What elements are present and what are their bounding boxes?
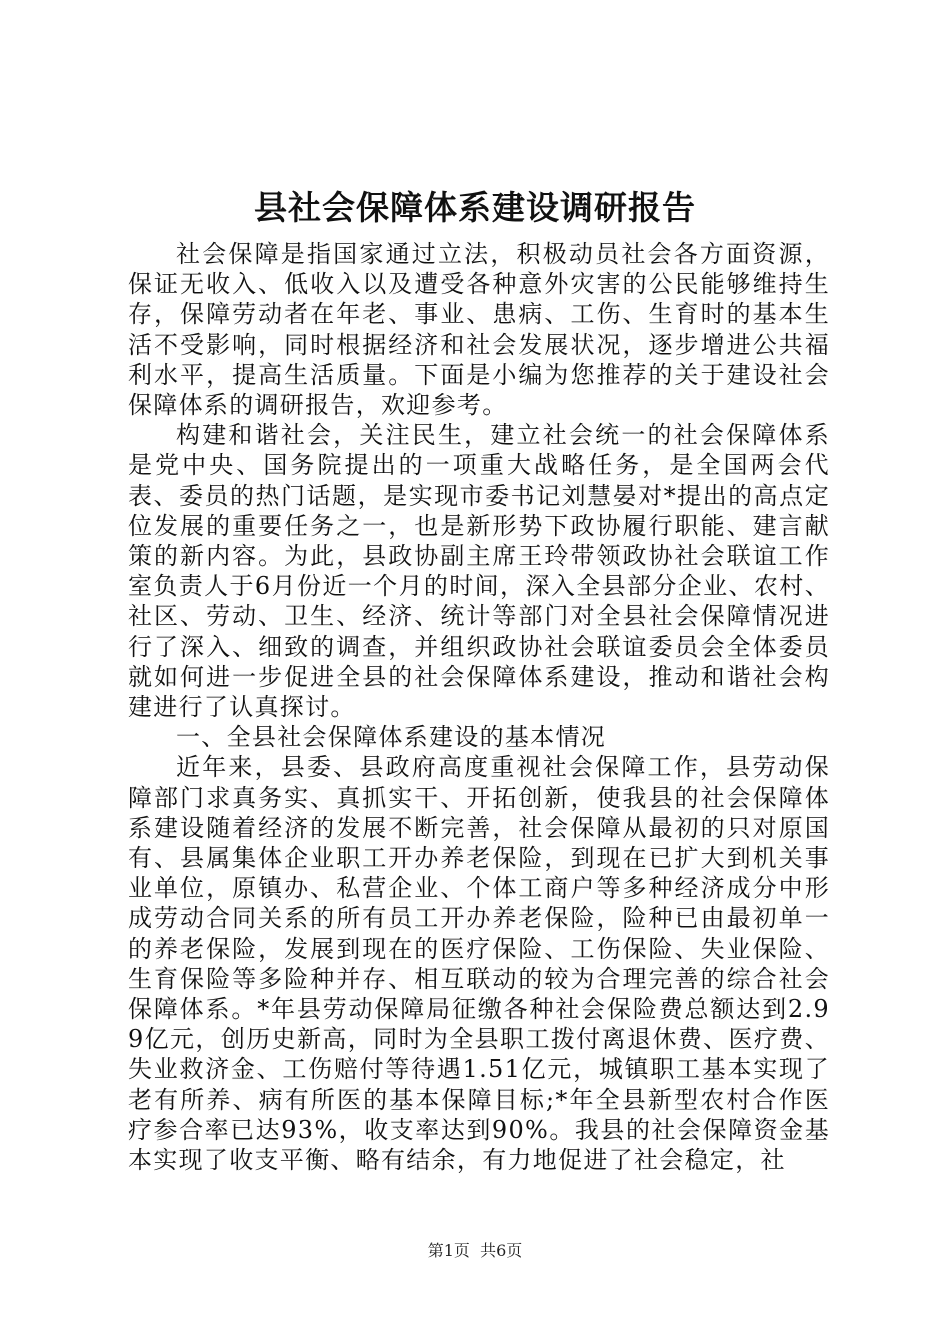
situation-paragraph: 近年来，县委、县政府高度重视社会保障工作，县劳动保障部门求真务实、真抓实干、开拓创新，使我县的社会保障体系建设随着经济的发展不断完善，社会保障从最初的只对原国有、县属集体企业职工开办养老保险，到现在已扩大到机关事业单位，原镇办、私营企业、个体工商户等多种经济成分中形成劳动合同关系的所有员工开办养老保险，险种已由最初单一的养老保险，发展到现在的医疗保险、工伤保险、失业保险、生育保险等多险种并存、相互联动的较为合理完善的综合社会保障体系。*年县劳动保障局征缴各种社会保险费总额达到2.99亿元，创历史新高，同时为全县职工拨付离退休费、医疗费、失业救济金、工伤赔付等待遇1.51亿元，城镇职工基本实现了老有所养、病有所医的基本保障目标;*年全县新型农村合作医疗参合率已达93%，收支率达到90%。我县的社会保障资金基本实现了收支平衡、略有结余，有力地促进了社会稳定，社: [128, 753, 830, 1175]
background-paragraph: 构建和谐社会，关注民生，建立社会统一的社会保障体系是党中央、国务院提出的一项重大战略任务，是全国两会代表、委员的热门话题，是实现市委书记刘慧晏对*提出的高点定位发展的重要任务之一，也是新形势下政协履行职能、建言献策的新内容。为此，县政协副主席王玲带领政协社会联谊工作室负责人于6月份近一个月的时间，深入全县部分企业、农村、社区、劳动、卫生、经济、统计等部门对全县社会保障情况进行了深入、细致的调查，并组织政协社会联谊委员会全体委员就如何进一步促进全县的社会保障体系建设，推动和谐社会构建进行了认真探讨。: [128, 421, 830, 722]
document-body: [128, 239, 830, 1175]
page-number: 第1页: [427, 1241, 470, 1260]
page-footer: [0, 1240, 950, 1262]
document-title: 县社会保障体系建设调研报告: [254, 188, 696, 227]
section-heading: 一、全县社会保障体系建设的基本情况: [176, 723, 607, 752]
intro-paragraph: 社会保障是指国家通过立法，积极动员社会各方面资源，保证无收入、低收入以及遭受各种意外灾害的公民能够维持生存，保障劳动者在年老、事业、患病、工伤、生育时的基本生活不受影响，同时根据经济和社会发展状况，逐步增进公共福利水平，提高生活质量。下面是小编为您推荐的关于建设社会保障体系的调研报告，欢迎参考。: [128, 240, 830, 420]
page-total: 共6页: [480, 1241, 523, 1260]
